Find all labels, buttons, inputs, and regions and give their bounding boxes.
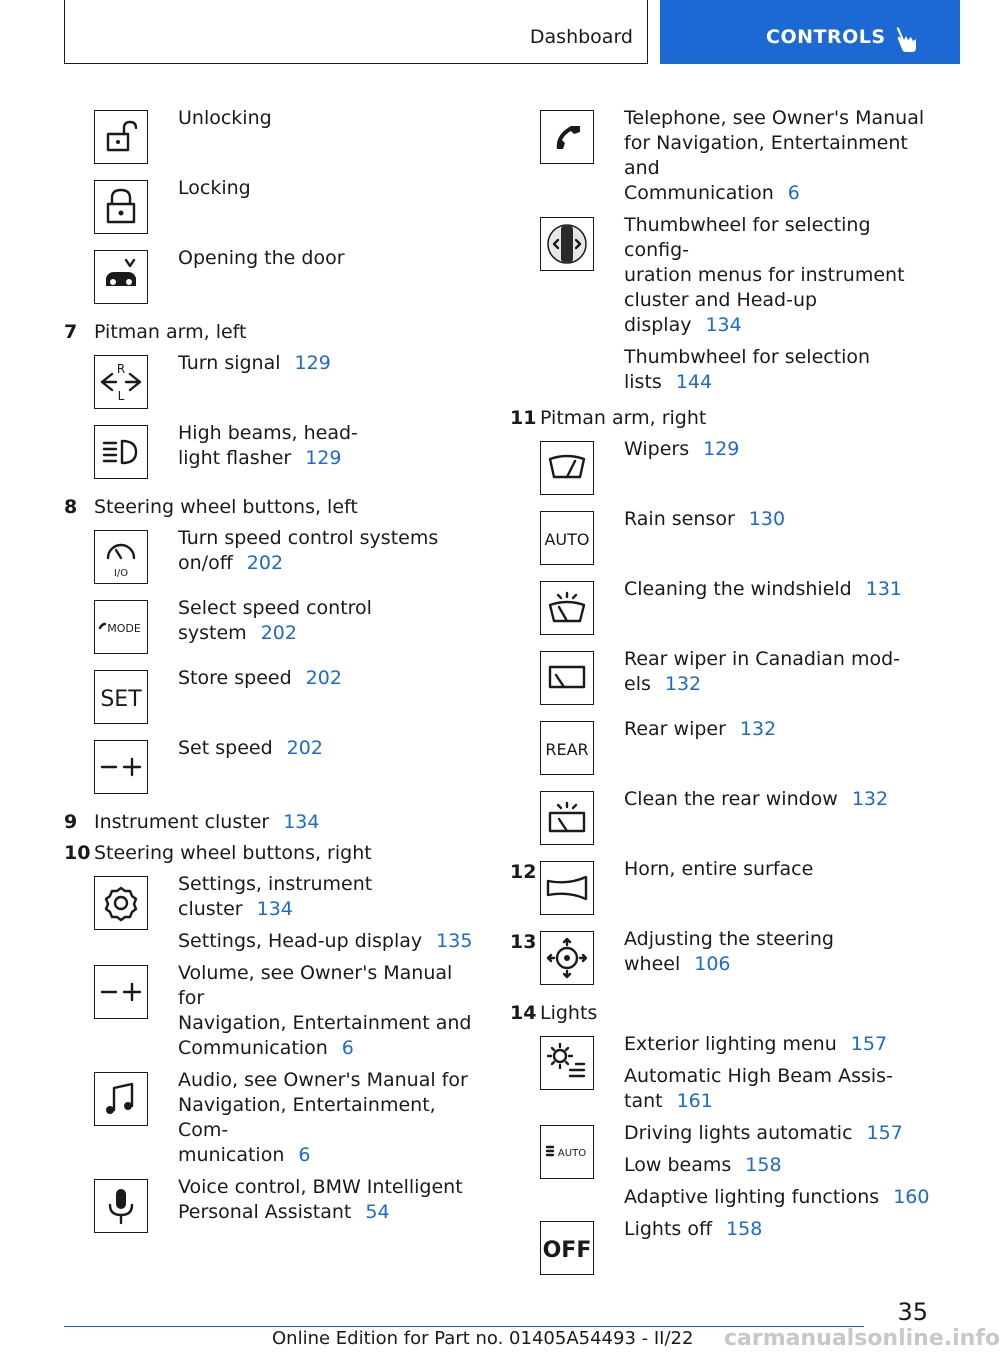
icon-box [540, 1221, 594, 1275]
legend-entry [64, 1068, 484, 1175]
header-section-title: Dashboard [529, 26, 633, 48]
page-ref-link[interactable]: 132 [739, 718, 777, 740]
minus-plus-icon [96, 742, 146, 792]
legend-entry [510, 1032, 940, 1121]
entry-text: Automatic High Beam Assis- tant 161 [624, 1065, 893, 1112]
set-icon [96, 672, 146, 722]
rear-wiper-icon [542, 653, 592, 703]
svg-text:OFF: OFF [542, 1238, 592, 1263]
left-column [64, 106, 484, 1245]
section-number: 11 [510, 407, 537, 429]
icon-box [540, 581, 594, 635]
thumbwheel-icon [542, 219, 592, 269]
icon-box [94, 250, 148, 304]
page-ref-link[interactable]: 6 [787, 182, 800, 204]
icon-box [94, 110, 148, 164]
section-number: 13 [510, 931, 537, 953]
legend-entry [510, 1217, 940, 1287]
minus-plus-icon [96, 967, 146, 1017]
entry-text: High beams, head- light flasher 129 [178, 422, 358, 469]
page-ref-link[interactable]: 157 [866, 1122, 903, 1144]
pointing-hand-icon [894, 26, 920, 54]
page-ref-link[interactable]: 129 [294, 352, 331, 374]
horn-icon [542, 863, 592, 913]
legend-entry [64, 961, 484, 1068]
legend-entry [510, 106, 940, 213]
icon-box [94, 355, 148, 409]
entry-text: Cleaning the windshield 131 [624, 578, 902, 600]
entry-text: Rear wiper in Canadian mod- els 132 [624, 648, 901, 695]
entry-text: Settings, instrument cluster 134 [178, 873, 373, 920]
page-ref-link[interactable]: 106 [694, 953, 731, 975]
section-heading [510, 1001, 940, 1026]
page-ref-link[interactable]: 130 [748, 508, 786, 530]
icon-box [540, 1036, 594, 1090]
entry-text: Wipers 129 [624, 438, 740, 460]
entry-text: Turn speed control systems on/off 202 [178, 527, 439, 574]
right-column [510, 106, 940, 1287]
section-title: Lights [540, 1002, 598, 1024]
entry-text: Thumbwheel for selecting config- uration menus for instrument cluster and Head-up display 134 [624, 214, 905, 336]
telephone-icon [542, 112, 592, 162]
icon-box [540, 861, 594, 915]
page-ref-link[interactable]: 202 [286, 737, 323, 759]
entry-text: Adaptive lighting functions 160 [624, 1186, 930, 1208]
page-ref-link[interactable]: 129 [305, 447, 342, 469]
entry-text: Voice control, BMW Intelligent Personal Assistant 54 [178, 1176, 463, 1223]
section-heading [64, 841, 484, 866]
section-number: 14 [510, 1002, 537, 1024]
legend-entry [64, 736, 484, 806]
settings-icon [96, 878, 146, 928]
car-door-icon [96, 252, 146, 302]
page-ref-link[interactable]: 158 [726, 1218, 763, 1240]
page-number: 35 [897, 1298, 928, 1326]
section-number: 7 [64, 321, 78, 343]
music-note-icon [96, 1074, 146, 1124]
section-number: 10 [64, 842, 91, 864]
legend-entry [64, 176, 484, 246]
watermark: carmanualsonline.info [724, 1326, 1000, 1351]
legend-entry [64, 1175, 484, 1245]
legend-entry [510, 213, 940, 402]
high-beam-icon [96, 427, 146, 477]
legend-entry [510, 507, 940, 577]
page-ref-link[interactable]: 54 [365, 1201, 390, 1223]
entry-text: Clean the rear window 132 [624, 788, 889, 810]
section-title: Pitman arm, left [94, 321, 247, 343]
legend-entry [510, 857, 940, 927]
section-title: Steering wheel buttons, left [94, 496, 358, 518]
legend-entry [64, 421, 484, 491]
header-tab-controls [660, 0, 960, 64]
entry-text: Exterior lighting menu 157 [624, 1033, 888, 1055]
icon-box [540, 931, 594, 985]
microphone-icon [96, 1181, 146, 1231]
entry-text: Rain sensor 130 [624, 508, 786, 530]
icon-box [94, 530, 148, 584]
legend-entry [510, 787, 940, 857]
rear-wash-icon [542, 793, 592, 843]
section-number: 9 [64, 811, 78, 833]
legend-entry [64, 106, 484, 176]
footer-edition: Online Edition for Part no. 01405A54493 - II/22 [272, 1328, 694, 1349]
off-icon [542, 1223, 592, 1273]
section-number: 8 [64, 496, 78, 518]
header-tab-label: CONTROLS [766, 26, 886, 48]
unlock-icon [96, 112, 146, 162]
page-ref-link[interactable]: 132 [664, 673, 702, 695]
page-ref-link[interactable]: 202 [246, 552, 284, 574]
entry-text: Low beams 158 [624, 1154, 782, 1176]
section-heading [64, 320, 484, 345]
section-heading [64, 495, 484, 520]
icon-box [94, 600, 148, 654]
page-ref-link[interactable]: 132 [851, 788, 889, 810]
entry-text: Settings, Head-up display 135 [178, 930, 473, 952]
section-number: 12 [510, 861, 537, 883]
entry-text: Unlocking [178, 107, 272, 129]
legend-entry [510, 577, 940, 647]
page-ref-link[interactable]: 135 [436, 930, 473, 952]
exterior-light-icon [542, 1038, 592, 1088]
steering-adjust-icon [542, 933, 592, 983]
speed-control-icon [96, 532, 146, 582]
turn-signal-icon [96, 357, 146, 407]
icon-box [94, 670, 148, 724]
auto-icon [542, 513, 592, 563]
page-ref-link[interactable]: 6 [298, 1144, 311, 1166]
entry-text: Audio, see Owner's Manual for Navigation, Entertainment, Com- munication 6 [178, 1069, 468, 1166]
legend-entry [510, 1121, 940, 1217]
icon-box [540, 110, 594, 164]
page-ref-link[interactable]: 157 [850, 1033, 888, 1055]
icon-box [540, 721, 594, 775]
icon-box [540, 217, 594, 271]
legend-entry [510, 647, 940, 717]
entry-text: Turn signal 129 [178, 352, 331, 374]
icon-box [540, 651, 594, 705]
legend-entry [64, 351, 484, 421]
page-ref-link[interactable]: 202 [305, 667, 342, 689]
icon-box [540, 441, 594, 495]
page-ref-link[interactable]: 161 [676, 1090, 713, 1112]
legend-entry [510, 717, 940, 787]
windshield-wash-icon [542, 583, 592, 633]
svg-text:I/O: I/O [113, 568, 129, 579]
section-heading [510, 406, 940, 431]
entry-text: Select speed control system 202 [178, 597, 372, 644]
rear-icon [542, 723, 592, 773]
header-box [64, 0, 648, 64]
entry-text: Lights off 158 [624, 1218, 763, 1240]
entry-text: Driving lights automatic 157 [624, 1122, 903, 1144]
entry-text: Locking [178, 177, 251, 199]
svg-text:AUTO: AUTO [544, 530, 590, 549]
wiper-icon [542, 443, 592, 493]
legend-entry [64, 526, 484, 596]
page-ref-link[interactable]: 158 [745, 1154, 782, 1176]
svg-text:SET: SET [100, 687, 142, 712]
icon-box [540, 1125, 594, 1179]
legend-entry [64, 666, 484, 736]
icon-box [540, 791, 594, 845]
legend-entry [64, 246, 484, 316]
page-ref-link[interactable]: 144 [675, 371, 713, 393]
entry-text: Thumbwheel for selection lists 144 [624, 346, 871, 393]
legend-entry [64, 872, 484, 961]
page-ref-link[interactable]: 134 [705, 314, 742, 336]
entry-text: Volume, see Owner's Manual for Navigation, Entertainment and Communication 6 [178, 962, 472, 1059]
svg-text:MODE: MODE [107, 622, 141, 635]
section-title: Instrument cluster 134 [94, 811, 320, 833]
svg-text:L: L [117, 389, 125, 403]
entry-text: Store speed 202 [178, 667, 342, 689]
svg-text:REAR: REAR [545, 740, 589, 759]
svg-text:AUTO: AUTO [557, 1148, 587, 1159]
icon-box [94, 425, 148, 479]
page-ref-link[interactable]: 129 [703, 438, 740, 460]
legend-entry [510, 437, 940, 507]
page-ref-link[interactable]: 160 [893, 1186, 930, 1208]
lights-auto-icon [542, 1127, 592, 1177]
entry-text: Telephone, see Owner's Manual for Navigation, Entertainment and Communication 6 [624, 107, 925, 204]
icon-box [94, 876, 148, 930]
section-title: Steering wheel buttons, right [94, 842, 372, 864]
svg-text:R: R [116, 362, 126, 376]
icon-box [540, 511, 594, 565]
entry-text: Horn, entire surface [624, 858, 814, 880]
page-ref-link[interactable]: 131 [865, 578, 902, 600]
entry-text: Rear wiper 132 [624, 718, 777, 740]
page-ref-link[interactable]: 6 [341, 1037, 354, 1059]
icon-box [94, 740, 148, 794]
legend-entry [64, 596, 484, 666]
page-ref-link[interactable]: 134 [283, 811, 320, 833]
legend-entry [510, 927, 940, 997]
page-ref-link[interactable]: 134 [256, 898, 293, 920]
icon-box [94, 180, 148, 234]
entry-text: Set speed 202 [178, 737, 323, 759]
lock-icon [96, 182, 146, 232]
section-heading [64, 810, 484, 835]
entry-text: Adjusting the steering wheel 106 [624, 928, 834, 975]
icon-box [94, 1179, 148, 1233]
section-title: Pitman arm, right [540, 407, 707, 429]
entry-text: Opening the door [178, 247, 345, 269]
page-ref-link[interactable]: 202 [260, 622, 297, 644]
icon-box [94, 1072, 148, 1126]
icon-box [94, 965, 148, 1019]
mode-icon [96, 602, 146, 652]
